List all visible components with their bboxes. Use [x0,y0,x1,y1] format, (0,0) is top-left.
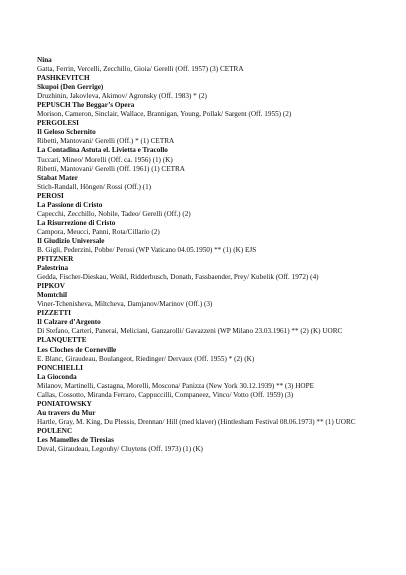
entry-heading: Nina [37,56,52,64]
entry-heading: PEROSI [37,191,64,200]
recording-line: Milanov, Martinelli, Castagna, Morelli, Moscona/ Panizza (New York 30.12.1939) ** (3) HOPE [37,381,315,390]
recording-line: Callas, Cossotto, Miranda Ferraro, Cappuccilli, Companeez, Vinco/ Votto (Off. 1959) (3) [37,390,294,399]
recording-line: Duval, Giraudeau, Legouhy/ Cluytens (Off. 1973) (1) (K) [37,445,203,454]
entry-heading: PONCHIELLI [37,363,83,372]
entry-heading: PLANQUETTE [37,336,87,345]
catalog-page [37,56,373,454]
recording-line: Druzhinin, Jakovleva, Akimov/ Agronsky (Off. 1983) * (2) [37,92,207,101]
entry-heading: Il Giudizio Universale [37,236,105,245]
recording-line: Gedda, Fischer-Dieskau, Weikl, Ridderbusch, Donath, Fassbaender, Prey/ Kubelik (Off. 1972) (4) [37,273,319,282]
entry-heading: PIPKOV [37,282,65,291]
entry-heading: Les Mamelles de Tiresias [37,435,114,444]
entry-heading: Stabat Mater [37,173,78,182]
entry-heading: La Passione di Cristo [37,200,103,209]
recording-line: Stich-Randall, Höngen/ Rossi (Off.) (1) [37,182,152,191]
entry-heading: POULENC [37,426,73,435]
recording-line: Ribetti, Mantovani/ Gerelli (Off.) * (1) CETRA [37,137,175,146]
recording-line: Ribetti, Mantovani/ Gerelli (Off. 1961) (1) CETRA [37,164,185,173]
entry-heading: La Risurrezione di Cristo [37,218,116,227]
recording-line: Tuccari, Mineo/ Morelli (Off. ca. 1956) (1) (K) [37,155,173,164]
entry-heading: Palestrina [37,264,69,273]
entry-heading: Skupoi (Den Gerrige) [37,83,104,92]
entry-heading: Les Cloches de Corneville [37,345,117,354]
entry-heading: La Gioconda [37,372,77,381]
recording-line: Viner-Tchenisheva, Miltcheva, Damjanov/Marinov (Off.) (3) [37,300,213,309]
entry-heading: PEPUSCH The Beggar’s Opera [37,101,135,110]
entry-heading: PERGOLESI [37,119,79,128]
recording-line: Capecchi, Zecchillo, Nobile, Tadeo/ Gerelli (Off.) (2) [37,209,191,218]
entry-heading: Il Calzare d’Argento [37,318,101,327]
recording-line: E. Blanc, Giraudeau, Boulangeot, Riedinger/ Dervaux (Off. 1955) * (2) (K) [37,354,255,363]
entry-heading: Momtchil [37,291,67,300]
entry-heading: PIZZETTI [37,309,71,318]
entry-heading: PONIATOWSKY [37,399,92,408]
recording-line: Gatta, Ferrin, Vercelli, Zecchillo, Gioia/ Gerelli (Off. 1957) (3) CETRA [37,65,244,74]
recording-line: B. Gigli, Pederzini, Pobbe/ Perosi (WP Vaticano 04.05.1950) ** (1) (K) EJS [37,245,257,254]
entry-heading: Au travers du Mur [37,408,96,417]
recording-line: Morison, Cameron, Sinclair, Wallace, Brannigan, Young, Pollak/ Sargent (Off. 1955) (2) [37,110,292,119]
entry-heading: La Contadina Astuta el. Livietta e Tracollo [37,146,168,155]
recording-line: Di Stefano, Carteri, Panerai, Meliciani, Ganzarolli/ Gavazzeni (WP Milano 23.03.1961) ** (2) (K) UORC [37,327,343,336]
recording-line: Hartle, Gray, M. King, Du Plessis, Drennan/ Hill (med klaver) (Hintlesham Festival 08.06.1973) ** (1) UORC [37,417,356,426]
recording-line: Campora, Meucci, Panni, Rota/Cillario (2) [37,227,160,236]
entry-heading: PASHKEVITCH [37,74,90,83]
entry-heading: PFITZNER [37,255,74,264]
entry-heading: Il Geloso Schernito [37,128,96,137]
